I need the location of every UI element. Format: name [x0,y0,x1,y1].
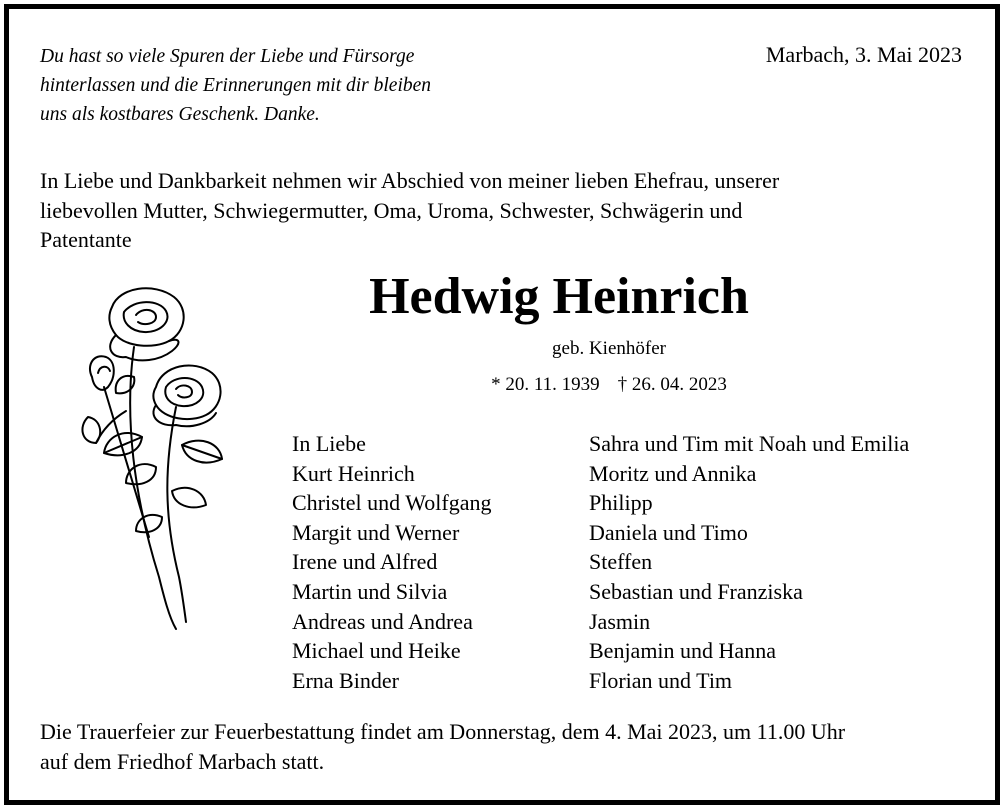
life-dates [429,373,789,397]
mourners-left-column [292,429,491,695]
mourner-entry: Martin und Silvia [292,578,448,604]
funeral-info-line: Die Trauerfeier zur Feuerbestattung findet am Donnerstag, dem 4. Mai 2023, um 11.00 Uhr [40,719,846,744]
mourners-right-column [589,429,909,695]
intro-line: Patentante [40,227,132,252]
motto-line: hinterlassen und die Erinnerungen mit dir bleiben [40,75,432,96]
motto-verse [40,42,560,129]
intro-line: In Liebe und Dankbarkeit nehmen wir Abschied von meiner lieben Ehefrau, unserer [40,168,780,193]
maiden-name: geb. Kienhöfer [552,338,666,359]
mourner-entry: Christel und Wolfgang [292,490,492,516]
mourner-entry: Irene und Alfred [292,549,438,575]
death-date: † 26. 04. 2023 [617,374,727,395]
birth-date: * 20. 11. 1939 [491,374,600,395]
motto-line: Du hast so viele Spuren der Liebe und Fürsorge [40,46,415,67]
mourner-entry: Michael und Heike [292,638,461,664]
obituary-notice [4,4,1000,805]
mourner-entry: Kurt Heinrich [292,460,415,486]
mourner-entry: Andreas und Andrea [292,608,473,634]
rose-icon [64,277,234,637]
mourner-entry: Florian und Tim [589,667,733,693]
mourner-entry: Jasmin [589,608,651,634]
mourner-entry: Daniela und Timo [589,519,748,545]
place-and-date: Marbach, 3. Mai 2023 [765,42,962,67]
funeral-info [40,717,980,776]
mourner-entry: Margit und Werner [292,519,460,545]
motto-line: uns als kostbares Geschenk. Danke. [40,104,320,125]
mourner-entry: Philipp [589,490,653,516]
mourner-entry: In Liebe [292,431,366,456]
funeral-info-line: auf dem Friedhof Marbach statt. [40,748,325,774]
deceased-name: Hedwig Heinrich [369,268,749,325]
mourner-entry: Sahra und Tim mit Noah und Emilia [589,431,910,456]
mourner-entry: Moritz und Annika [589,460,757,486]
mourner-entry: Erna Binder [292,667,399,693]
mourner-entry: Benjamin und Hanna [589,638,776,664]
intro-text [40,166,970,255]
mourner-entry: Sebastian und Franziska [589,578,803,604]
intro-line: liebevollen Mutter, Schwiegermutter, Oma, Uroma, Schwester, Schwägerin und [40,197,743,223]
mourner-entry: Steffen [589,549,653,575]
